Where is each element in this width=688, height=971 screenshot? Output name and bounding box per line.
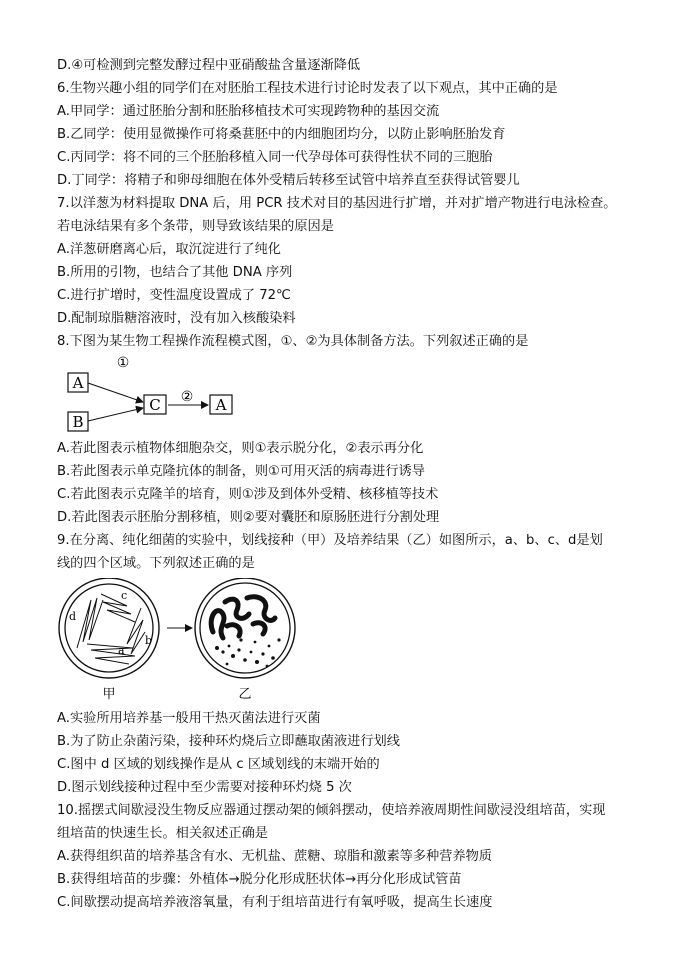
question-7-option-c: C.进行扩增时，变性温度设置成了 72℃ xyxy=(57,288,291,303)
question-6-option-b: B.乙同学：使用显微操作可将桑葚胚中的内细胞团均分，以防止影响胚胎发育 xyxy=(57,127,506,142)
question-9-option-c: C.图中 d 区域的划线操作是从 c 区域划线的末端开始的 xyxy=(57,757,380,772)
question-8-option-a: A.若此图表示植物体细胞杂交，则①表示脱分化，②表示再分化 xyxy=(57,441,424,456)
region-b-label: b xyxy=(145,634,153,647)
arrow-b-to-c xyxy=(88,408,143,421)
box-result-label: A xyxy=(215,396,227,414)
box-b-label: B xyxy=(72,413,84,431)
flow-diagram xyxy=(57,352,257,434)
box-a-label: A xyxy=(72,374,84,392)
step-2-label: ② xyxy=(180,389,194,405)
region-a-label: a xyxy=(118,644,125,657)
question-7-option-b: B.所用的引物，也结合了其他 DNA 序列 xyxy=(57,265,293,280)
region-d-label: d xyxy=(69,610,77,623)
plate-yi xyxy=(195,578,295,678)
question-7-stem-cont: 若电泳结果有多个条带，则导致该结果的原因是 xyxy=(57,219,334,234)
step-1-label: ① xyxy=(116,355,130,371)
question-8-option-b: B.若此图表示单克隆抗体的制备，则①可用灭活的病毒进行诱导 xyxy=(57,464,425,479)
question-10-option-c: C.间歇摆动提高培养液溶氧量，有利于组培苗进行有氧呼吸，提高生长速度 xyxy=(57,895,493,910)
question-8-option-d: D.若此图表示胚胎分割移植，则②要对囊胚和原肠胚进行分割处理 xyxy=(57,510,440,525)
question-6-stem: 6.生物兴趣小组的同学们在对胚胎工程技术进行讨论时发表了以下观点，其中正确的是 xyxy=(57,81,558,96)
streak-plate-figure xyxy=(57,578,297,706)
question-9-option-b: B.为了防止杂菌污染，接种环灼烧后立即蘸取菌液进行划线 xyxy=(57,734,400,749)
question-6-option-c: C.丙同学：将不同的三个胚胎移植入同一代孕母体可获得性状不同的三胞胎 xyxy=(57,150,493,165)
plate-jia xyxy=(59,578,159,678)
question-6-option-a: A.甲同学：通过胚胎分割和胚胎移植技术可实现跨物种的基因交流 xyxy=(57,104,440,119)
question-7-option-d: D.配制琼脂糖溶液时，没有加入核酸染料 xyxy=(57,311,296,326)
question-10-stem-cont: 组培苗的快速生长。相关叙述正确是 xyxy=(57,826,268,841)
question-5-option-d: D.④可检测到完整发酵过程中亚硝酸盐含量逐渐降低 xyxy=(57,58,361,73)
question-10-option-a: A.获得组织苗的培养基含有水、无机盐、蔗糖、琼脂和激素等多种营养物质 xyxy=(57,849,492,864)
caption-jia: 甲 xyxy=(102,687,116,702)
question-9-stem-cont: 线的四个区域。下列叙述正确的是 xyxy=(57,556,255,571)
arrow-a-to-c xyxy=(88,383,143,402)
question-10-stem: 10.摇摆式间歇浸没生物反应器通过摆动架的倾斜摆动，使培养液周期性间歇浸没组培苗，实现 xyxy=(57,803,606,818)
box-c-label: C xyxy=(149,396,161,414)
question-9-option-d: D.图示划线接种过程中至少需要对接种环灼烧 5 次 xyxy=(57,780,352,795)
question-8-option-c: C.若此图表示克隆羊的培育，则①涉及到体外受精、核移植等技术 xyxy=(57,487,439,502)
question-10-option-b: B.获得组培苗的步骤：外植体→脱分化形成胚状体→再分化形成试管苗 xyxy=(57,872,462,887)
question-8-stem: 8.下图为某生物工程操作流程模式图，①、②为具体制备方法。下列叙述正确的是 xyxy=(57,334,529,349)
question-6-option-d: D.丁同学：将精子和卵母细胞在体外受精后转移至试管中培养直至获得试管婴儿 xyxy=(57,173,520,188)
question-9-stem: 9.在分离、纯化细菌的实验中，划线接种（甲）及培养结果（乙）如图所示，a、b、c、d是划 xyxy=(57,533,603,548)
question-7-option-a: A.洋葱研磨离心后，取沉淀进行了纯化 xyxy=(57,242,281,257)
caption-yi: 乙 xyxy=(238,687,252,702)
question-7-stem: 7.以洋葱为材料提取 DNA 后，用 PCR 技术对目的基因进行扩增，并对扩增产物进行电泳检查。 xyxy=(57,196,617,211)
region-c-label: c xyxy=(121,589,128,602)
question-9-option-a: A.实验所用培养基一般用干热灭菌法进行灭菌 xyxy=(57,711,321,726)
